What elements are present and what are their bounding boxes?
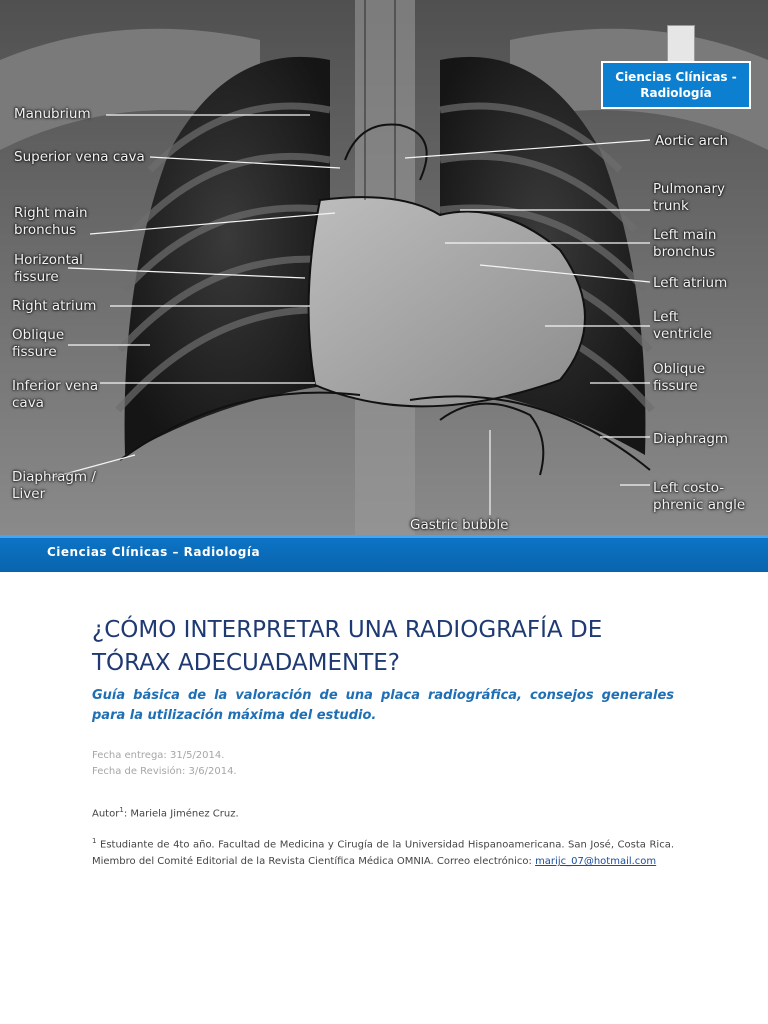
label-superior-vena-cava: Superior vena cava bbox=[14, 149, 145, 165]
label-manubrium: Manubrium bbox=[14, 106, 91, 122]
band-stripe bbox=[0, 535, 768, 538]
label-left-costophrenic-angle: Left costo- phrenic angle bbox=[653, 480, 746, 513]
film-marker bbox=[667, 25, 695, 63]
author-line bbox=[92, 806, 239, 819]
label-left-atrium: Left atrium bbox=[653, 275, 728, 291]
author-sup: 1 bbox=[119, 806, 124, 814]
author-prefix: Autor bbox=[92, 808, 120, 820]
label-oblique-fissure-left: Oblique fissure bbox=[653, 361, 706, 394]
label-right-main-bronchus: Right main bronchus bbox=[14, 205, 88, 238]
author-name: : Mariela Jiménez Cruz. bbox=[123, 808, 239, 820]
email-link[interactable]: marijc_07@hotmail.com bbox=[535, 856, 657, 868]
document-subtitle: Guía básica de la valoración de una placa radiográfica, consejos generales para la utilización máxima del estudio. bbox=[92, 688, 674, 723]
revision-date: Fecha de Revisión: 3/6/2014. bbox=[92, 766, 237, 777]
label-left-main-bronchus: Left main bronchus bbox=[653, 227, 717, 260]
label-right-atrium: Right atrium bbox=[12, 298, 97, 314]
author-footnote bbox=[92, 833, 674, 870]
label-aortic-arch: Aortic arch bbox=[655, 133, 729, 149]
label-diaphragm-liver: Diaphragm / Liver bbox=[12, 469, 96, 502]
label-left-ventricle: Left ventricle bbox=[653, 309, 712, 342]
label-gastric-bubble: Gastric bubble bbox=[410, 517, 509, 533]
section-tag-text: Ciencias Clínicas - Radiología bbox=[615, 70, 737, 100]
section-band-label: Ciencias Clínicas – Radiología bbox=[47, 545, 261, 559]
footnote-text: Estudiante de 4to año. Facultad de Medicina y Cirugía de la Universidad Hispanoamericana. San José, Costa Rica. Miembro del Comité Editorial de la Revista Científica Médica OMNIA. Correo electrónico: bbox=[92, 839, 674, 868]
label-diaphragm: Diaphragm bbox=[653, 431, 729, 447]
delivery-date: Fecha entrega: 31/5/2014. bbox=[92, 750, 225, 761]
label-horizontal-fissure: Horizontal fissure bbox=[14, 252, 83, 285]
document-title: ¿CÓMO INTERPRETAR UNA RADIOGRAFÍA DE TÓRAX ADECUADAMENTE? bbox=[92, 617, 603, 676]
section-tag-box bbox=[601, 61, 751, 109]
label-pulmonary-trunk: Pulmonary trunk bbox=[653, 181, 725, 214]
label-oblique-fissure-right: Oblique fissure bbox=[12, 327, 65, 360]
footnote-sup: 1 bbox=[92, 837, 97, 845]
label-inferior-vena-cava: Inferior vena cava bbox=[12, 378, 99, 411]
